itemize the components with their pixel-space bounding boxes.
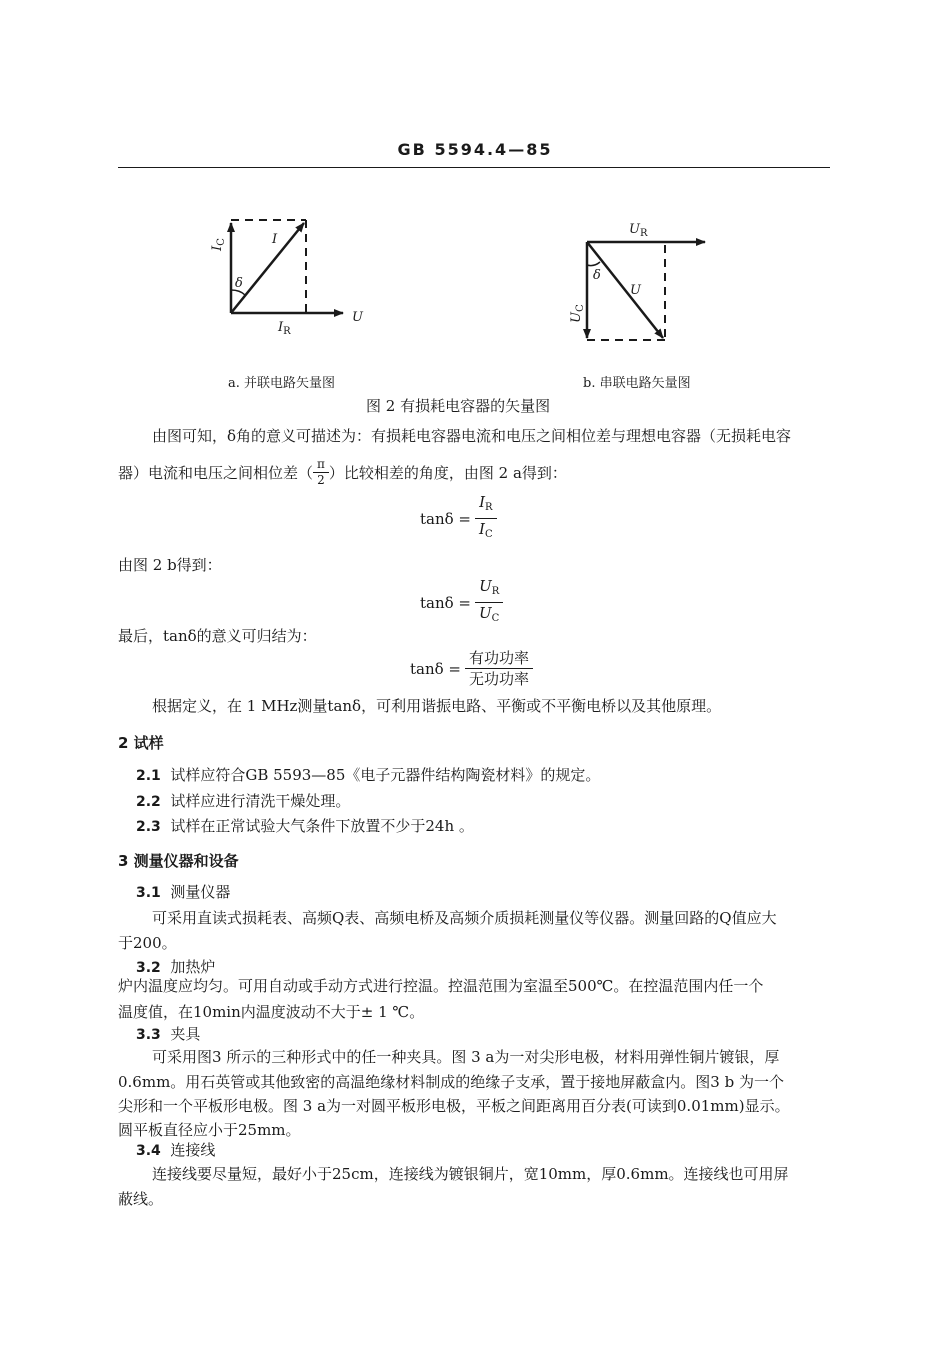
label-u-b: U <box>630 283 641 298</box>
figure-2a-caption: a. 并联电路矢量图 <box>228 376 336 391</box>
i-vector <box>231 223 304 313</box>
section-3-4-line-2: 蔽线。 <box>118 1190 164 1208</box>
fraction-power: $\frac{\text{有功功率}}{\text{无功功率}}$ <box>465 648 533 689</box>
section-3-2-title: 3.2 加热炉 <box>136 958 216 976</box>
formula-tan-delta-voltage: tanδ = $\frac{U_R}{U_C}$ <box>420 576 503 629</box>
section-3-3-line-4: 圆平板直径应小于25mm。 <box>118 1121 301 1139</box>
paragraph-4: 根据定义，在 1 MHz测量tanδ，可利用谐振电路、平衡或不平衡电桥以及其他原理。 <box>152 697 722 715</box>
label-ir: $I_R$ <box>278 320 291 337</box>
section-3-4-title: 3.4 连接线 <box>136 1141 216 1159</box>
formula-tan-delta-current: tanδ = $\frac{I_R}{I_C}$ <box>420 492 497 545</box>
formula-tan-delta-power: tanδ = $\frac{\text{有功功率}}{\text{无功功率}}$ <box>410 648 533 689</box>
paragraph-3: 最后，tanδ的意义可归结为： <box>118 627 317 645</box>
section-3-1-line-2: 于200。 <box>118 934 177 952</box>
label-u-a: U <box>352 310 363 325</box>
section-2-2: 2.2 试样应进行清洗干燥处理。 <box>136 792 351 810</box>
delta-arc-b <box>587 262 600 266</box>
paragraph-2: 由图 2 b得到： <box>118 556 222 574</box>
section-3-4-line-1: 连接线要尽量短，最好小于25cm，连接线为镀银铜片，宽10mm，厚0.6mm。连接线也可用屏 <box>152 1165 789 1183</box>
figure-2b-diagram <box>570 225 720 350</box>
figure-2b-caption: b. 串联电路矢量图 <box>583 376 691 391</box>
paragraph-1-line-1: 由图可知，δ角的意义可描述为：有损耗电容器电流和电压之间相位差与理想电容器（无损耗电容 <box>152 427 792 445</box>
section-3-1-title: 3.1 测量仪器 <box>136 883 231 901</box>
section-2-1: 2.1 试样应符合GB 5593—85《电子元器件结构陶瓷材料》的规定。 <box>136 766 601 784</box>
paragraph-1-line-2: 器）电流和电压之间相位差（ $\frac{\pi}{2}$ ）比较相差的角度，由图 2 a得到： <box>118 457 567 487</box>
document-header: GB 5594.4—85 <box>397 140 553 159</box>
section-3-title: 3 测量仪器和设备 <box>118 852 239 870</box>
section-3-3-line-1: 可采用图3 所示的三种形式中的任一种夹具。图 3 a为一对尖形电极，材料用弹性铜片镀银，厚 <box>152 1048 780 1066</box>
section-3-2-line-2: 温度值，在10min内温度波动不大于± 1 ℃。 <box>118 1003 425 1021</box>
fraction-ur-uc: $\frac{U_R}{U_C}$ <box>475 576 503 629</box>
label-delta-a: δ <box>235 276 243 291</box>
section-3-2-line-1: 炉内温度应均匀。可用自动或手动方式进行控温。控温范围为室温至500℃。在控温范围内任一个 <box>118 977 764 995</box>
label-uc: $U_C$ <box>568 304 586 323</box>
section-3-3-title: 3.3 夹具 <box>136 1025 201 1043</box>
header-rule <box>118 167 830 168</box>
fraction-ir-ic: $\frac{I_R}{I_C}$ <box>475 492 497 545</box>
section-2-3: 2.3 试样在正常试验大气条件下放置不少于24h 。 <box>136 817 474 835</box>
section-3-1-line-1: 可采用直读式损耗表、高频Q表、高频电桥及高频介质损耗测量仪等仪器。测量回路的Q值应大 <box>152 909 777 927</box>
figure-2-caption: 图 2 有损耗电容器的矢量图 <box>366 397 551 415</box>
pi-over-2-fraction: $\frac{\pi}{2}$ <box>313 457 329 488</box>
section-2-title: 2 试样 <box>118 734 164 752</box>
label-delta-b: δ <box>593 268 601 283</box>
section-3-3-line-2: 0.6mm。用石英管或其他致密的高温绝缘材料制成的绝缘子支承，置于接地屏蔽盒内。图3 b 为一个 <box>118 1073 784 1091</box>
u-vector-b <box>587 242 663 338</box>
label-ic: $I_C$ <box>209 238 227 251</box>
label-i: I <box>272 232 278 247</box>
label-ur: $U_R$ <box>629 222 648 239</box>
section-3-3-line-3: 尖形和一个平板形电极。图 3 a为一对圆平板形电极，平板之间距离用百分表(可读到0.01mm)显示。 <box>118 1097 790 1115</box>
